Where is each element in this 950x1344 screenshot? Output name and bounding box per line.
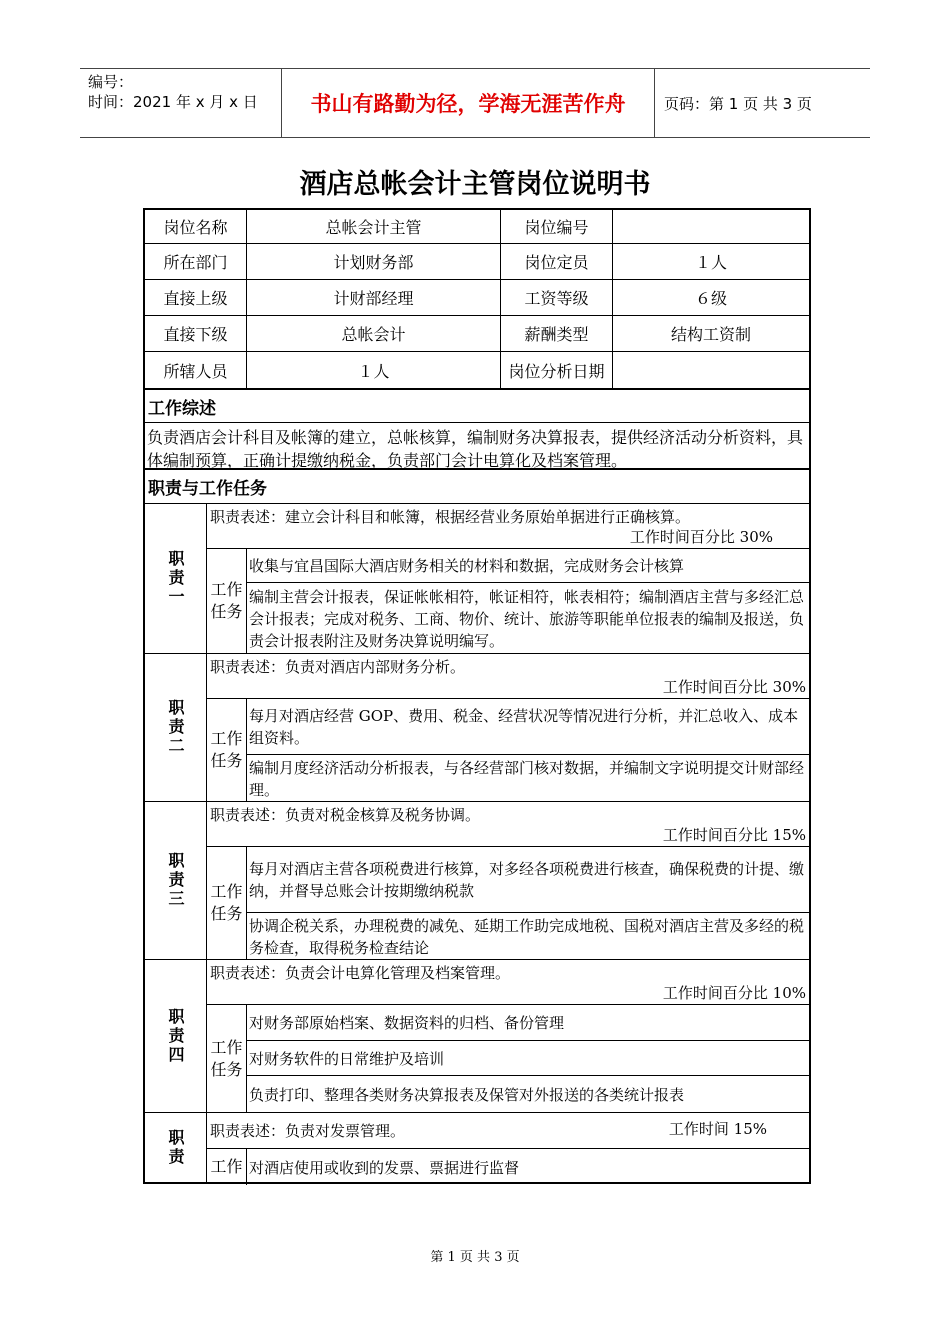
info-row [145, 208, 809, 244]
duty-time-percent: 工作时间百分比 15% [662, 826, 806, 844]
duty-time-percent: 工作时间百分比 10% [662, 984, 806, 1002]
info-value: 结构工资制 [670, 325, 751, 344]
info-row [145, 316, 809, 352]
info-label: 岗位分析日期 [501, 352, 613, 388]
summary-text: 负责酒店会计科目及帐簿的建立，总帐核算，编制财务决算报表，提供经济活动分析资料，具体编制预算，正确计提缴纳税金，负责部门会计电算化及档案管理。 [147, 428, 804, 470]
number-label: 编号： [88, 73, 134, 91]
duty-block [145, 801, 809, 959]
task-label: 工作任务 [207, 847, 247, 959]
info-label: 岗位名称 [145, 210, 247, 243]
duty-block [145, 504, 809, 653]
duty-statement-text: 职责表述：负责对酒店内部财务分析。 [210, 658, 466, 676]
job-description-table [143, 208, 811, 1184]
info-label: 薪酬类型 [501, 316, 613, 351]
header-page-info: 页码：第 1 页 共 3 页 [664, 94, 812, 113]
info-label: 所在部门 [145, 244, 247, 279]
task-item: 对酒店使用或收到的发票、票据进行监督 [249, 1158, 520, 1177]
task-item: 每月对酒店经营 GOP、费用、税金、经营状况等情况进行分析，并汇总收入、成本组资料。 [247, 699, 809, 755]
duty-statement [207, 504, 809, 549]
task-item: 对财务软件的日常维护及培训 [247, 1041, 809, 1076]
info-value [613, 210, 809, 243]
duty-block [145, 653, 809, 801]
duty-label: 职责二 [145, 654, 207, 801]
task-item: 协调企税关系，办理税费的减免、延期工作助完成地税、国税对酒店主营及多经的税务检查，取得税务检查结论 [249, 916, 805, 957]
duty-statement [207, 654, 809, 699]
header-motto: 书山有路勤为径，学海无涯苦作舟 [282, 69, 655, 137]
duty-statement-text: 职责表述：负责对税金核算及税务协调。 [210, 806, 481, 824]
duty-label: 职责 [145, 1113, 207, 1182]
duty-block [145, 1112, 809, 1184]
info-label: 工资等级 [501, 280, 613, 315]
page-footer: 第 1 页 共 3 页 [430, 1250, 520, 1265]
duty-statement [207, 960, 809, 1005]
info-label: 所辖人员 [145, 352, 247, 388]
duty-statement [207, 1113, 809, 1149]
duty-statement [207, 802, 809, 847]
duties-heading: 职责与工作任务 [145, 468, 809, 504]
info-value: 总帐会计 [247, 316, 501, 351]
document-title: 酒店总帐会计主管岗位说明书 [299, 169, 651, 200]
info-label: 岗位编号 [501, 210, 613, 243]
duty-label: 职责三 [145, 802, 207, 959]
duty-time-percent: 工作时间 15% [668, 1120, 767, 1138]
task-label: 工作任务 [207, 1005, 247, 1112]
info-value: １人 [247, 352, 501, 388]
task-item: 负责打印、整理各类财务决算报表及保管对外报送的各类统计报表 [249, 1085, 685, 1104]
task-label: 工作任务 [207, 699, 247, 801]
task-item: 收集与宜昌国际大酒店财务相关的材料和数据，完成财务会计核算 [247, 549, 809, 583]
duty-statement-text: 职责表述：建立会计科目和帐簿，根据经营业务原始单据进行正确核算。 [210, 508, 691, 526]
info-value: ６级 [694, 289, 727, 308]
task-label: 工作任务 [207, 549, 247, 653]
duty-statement-text: 职责表述：负责会计电算化管理及档案管理。 [210, 964, 511, 982]
task-item: 编制主营会计报表，保证帐帐相符，帐证相符，帐表相符；编制酒店主营与多经汇总会计报表；完成对税务、工商、物价、统计、旅游等职能单位报表的编制及报送，负责会计报表附注及财务决算说明编写。 [249, 587, 805, 650]
duty-label: 职责四 [145, 960, 207, 1112]
info-value: １人 [694, 253, 727, 272]
info-row [145, 280, 809, 316]
info-label: 直接上级 [145, 280, 247, 315]
info-value: 总帐会计主管 [247, 210, 501, 243]
info-row [145, 244, 809, 280]
duty-time-percent: 工作时间百分比 30% [629, 528, 773, 546]
duty-block [145, 959, 809, 1112]
info-label: 直接下级 [145, 316, 247, 351]
time-label: 时间：2021 年 x 月 x 日 [88, 93, 258, 111]
info-value [613, 352, 809, 388]
duty-time-percent: 工作时间百分比 30% [662, 678, 806, 696]
info-value: 计划财务部 [247, 244, 501, 279]
task-item: 每月对酒店主营各项税费进行核算，对多经各项税费进行核查，确保税费的计提、缴纳，并督导总账会计按期缴纳税款 [247, 847, 809, 913]
info-value: 计财部经理 [247, 280, 501, 315]
duty-statement-text: 职责表述：负责对发票管理。 [210, 1122, 406, 1140]
task-item: 编制月度经济活动分析报表，与各经营部门核对数据，并编制文字说明提交计财部经理。 [249, 758, 805, 799]
task-item: 对财务部原始档案、数据资料的归档、备份管理 [247, 1005, 809, 1041]
header-meta [80, 69, 282, 137]
task-label: 工作 [207, 1149, 247, 1185]
info-row [145, 352, 809, 388]
info-label: 岗位定员 [501, 244, 613, 279]
duty-label: 职责一 [145, 504, 207, 653]
summary-heading: 工作综述 [145, 388, 809, 423]
page-header [80, 68, 870, 138]
